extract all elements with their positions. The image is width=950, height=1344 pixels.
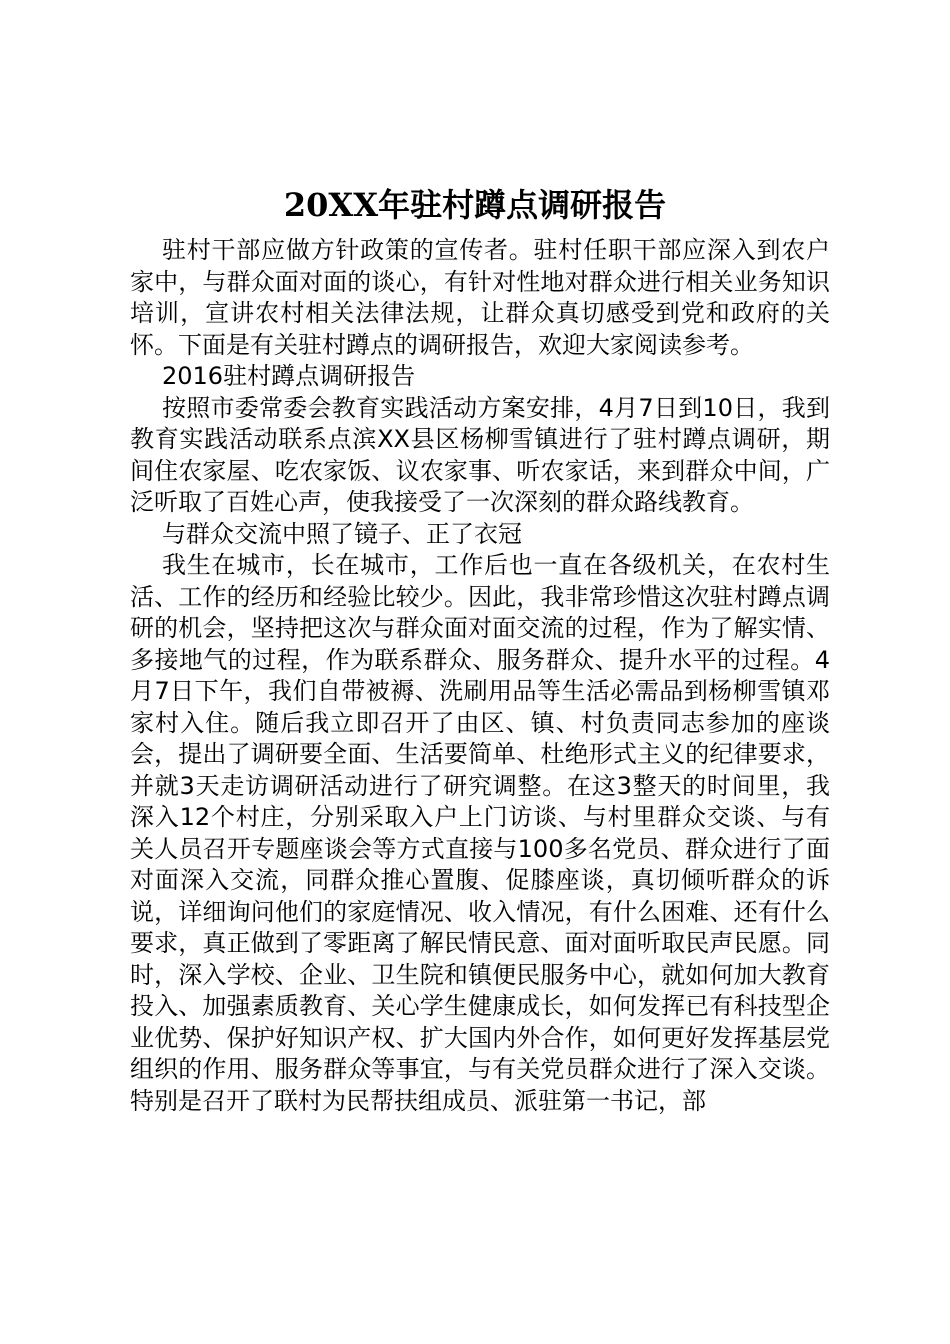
document-title: 20XX年驻村蹲点调研报告 — [283, 186, 667, 224]
background-paragraph: 按照市委常委会教育实践活动方案安排，4月7日到10日，我到教育实践活动联系点滨XX县区杨柳雪镇进行了驻村蹲点调研，期间住农家屋、吃农家饭、议农家事、听农家话，来到群众中间，广泛听取了百姓心声，使我接受了一次深刻的群众路线教育。 — [130, 393, 830, 516]
section-heading: 与群众交流中照了镜子、正了衣冠 — [162, 519, 522, 548]
intro-paragraph: 驻村干部应做方针政策的宣传者。驻村任职干部应深入到农户家中，与群众面对面的谈心，有针对性地对群众进行相关业务知识培训，宣讲农村相关法律法规，让群众真切感受到党和政府的关怀。下面是有关驻村蹲点的调研报告，欢迎大家阅读参考。 — [130, 236, 830, 359]
document-body — [130, 235, 830, 1117]
report-heading: 2016驻村蹲点调研报告 — [162, 362, 416, 390]
section-paragraph: 我生在城市，长在城市，工作后也一直在各级机关，在农村生活、工作的经历和经验比较少。因此，我非常珍惜这次驻村蹲点调研的机会，坚持把这次与群众面对面交流的过程，作为了解实情、多接地气的过程，作为联系群众、服务群众、提升水平的过程。4月7日下午，我们自带被褥、洗刷用品等生活必需品到杨柳雪镇邓家村入住。随后我立即召开了由区、镇、村负责同志参加的座谈会，提出了调研要全面、生活要简单、杜绝形式主义的纪律要求，并就3天走访调研活动进行了研究调整。在这3整天的时间里，我深入12个村庄，分别采取入户上门访谈、与村里群众交谈、与有关人员召开专题座谈会等方式直接与100多名党员、群众进行了面对面深入交流，同群众推心置腹、促膝座谈，真切倾听群众的诉说，详细询问他们的家庭情况、收入情况，有什么困难、还有什么要求，真正做到了零距离了解民情民意、面对面听取民声民愿。同时，深入学校、企业、卫生院和镇便民服务中心，就如何加大教育投入、加强素质教育、关心学生健康成长，如何发挥已有科技型企业优势、保护好知识产权、扩大国内外合作，如何更好发挥基层党组织的作用、服务群众等事宜，与有关党员群众进行了深入交谈。特别是召开了联村为民帮扶组成员、派驻第一书记，部 — [130, 551, 830, 1115]
